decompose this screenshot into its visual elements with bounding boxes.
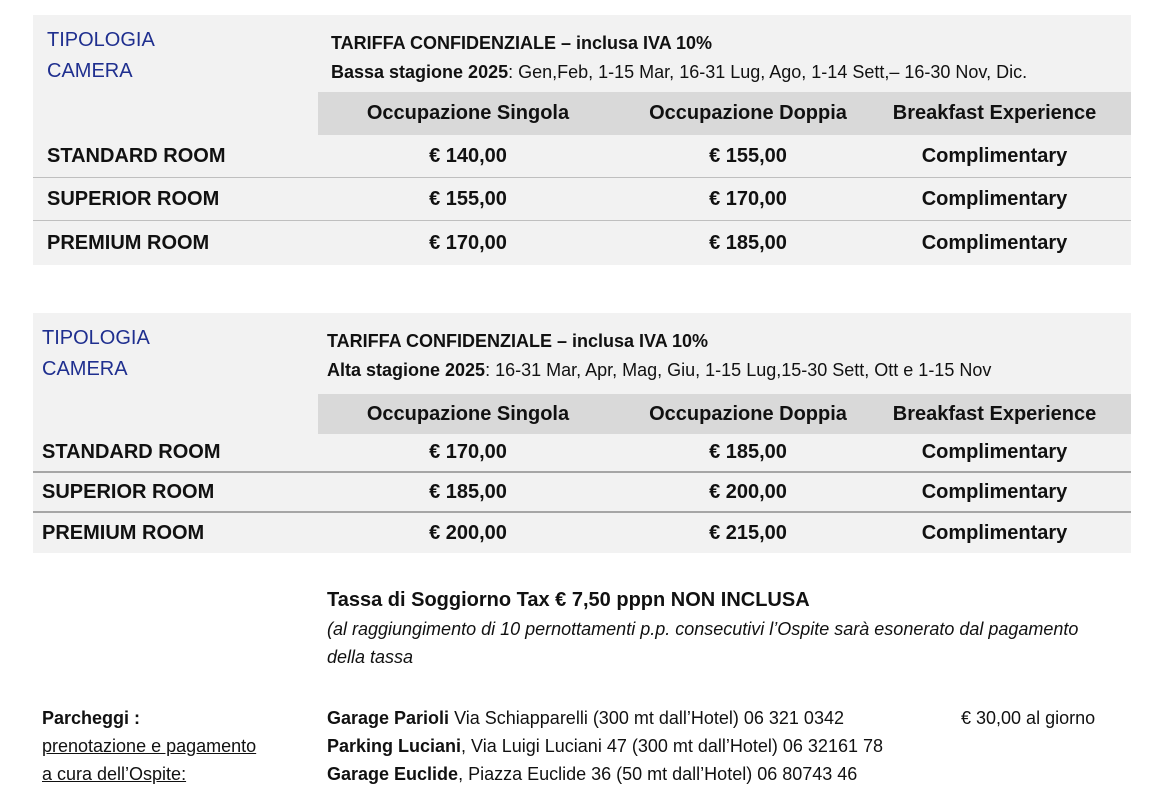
- price-single: € 155,00: [429, 187, 507, 210]
- garage-name: Garage Parioli: [327, 708, 450, 728]
- tourist-tax: [327, 586, 1117, 671]
- tariff-header: [331, 29, 1027, 87]
- col-breakfast: Breakfast Experience: [892, 102, 1097, 124]
- tariff-title: TARIFFA CONFIDENZIALE – inclusa IVA 10%: [327, 331, 709, 351]
- room-type-label: TIPOLOGIA CAMERA: [47, 29, 155, 82]
- price-double: € 215,00: [709, 521, 787, 544]
- season-line: [331, 62, 1027, 82]
- price-double: € 155,00: [709, 144, 787, 167]
- column-header-row: [318, 92, 1131, 135]
- breakfast: Complimentary: [921, 144, 1068, 167]
- price-single: € 170,00: [429, 441, 507, 463]
- price-double: € 185,00: [709, 231, 787, 254]
- column-header-row: [318, 394, 1131, 434]
- garage-name: Garage Euclide: [327, 764, 459, 784]
- high-season-table: [33, 313, 1131, 553]
- season-dates: : 16-31 Mar, Apr, Mag, Giu, 1-15 Lug,15-30 Sett, Ott e 1-15 Nov: [485, 360, 992, 380]
- breakfast: Complimentary: [921, 521, 1068, 544]
- tax-title: Tassa di Soggiorno Tax € 7,50 pppn NON INCLUSA: [327, 589, 810, 611]
- table-row: [33, 221, 1131, 265]
- parking-title: Parcheggi :: [42, 708, 141, 728]
- parking-label: [42, 704, 256, 788]
- garage-details: Via Schiapparelli (300 mt dall’Hotel) 06 321 0342: [449, 708, 844, 728]
- room-name: SUPERIOR ROOM: [42, 480, 215, 503]
- col-double: Occupazione Doppia: [649, 102, 847, 124]
- season-dates: : Gen,Feb, 1-15 Mar, 16-31 Lug, Ago, 1-14 Sett,– 16-30 Nov, Dic.: [508, 62, 1028, 82]
- breakfast: Complimentary: [921, 187, 1068, 210]
- col-single: Occupazione Singola: [366, 402, 570, 425]
- table-row: [33, 135, 1131, 177]
- garage-details: , Via Luigi Luciani 47 (300 mt dall’Hotel) 06 32161 78: [461, 736, 883, 756]
- breakfast: Complimentary: [921, 480, 1068, 503]
- table-row: [33, 178, 1131, 220]
- table-row: [33, 434, 1131, 471]
- room-type-label: TIPOLOGIA CAMERA: [42, 327, 150, 380]
- tax-note: (al raggiungimento di 10 pernottamenti p.p. consecutivi l’Ospite sarà esonerato dal pagamento della tassa: [327, 619, 1079, 667]
- garage-name: Parking Luciani: [327, 736, 462, 756]
- breakfast: Complimentary: [921, 231, 1068, 254]
- parking-note-line-2: a cura dell’Ospite:: [42, 764, 187, 784]
- room-name: PREMIUM ROOM: [42, 521, 205, 544]
- tariff-header: [327, 327, 991, 385]
- room-name: SUPERIOR ROOM: [47, 187, 220, 210]
- col-single: Occupazione Singola: [366, 102, 570, 124]
- tariff-title: TARIFFA CONFIDENZIALE – inclusa IVA 10%: [331, 33, 713, 53]
- list-item: [327, 760, 1127, 788]
- room-name: STANDARD ROOM: [47, 144, 226, 167]
- season-line: [327, 360, 991, 380]
- room-name: PREMIUM ROOM: [47, 231, 210, 254]
- col-double: Occupazione Doppia: [649, 402, 847, 425]
- parking-note-line-1: prenotazione e pagamento: [42, 736, 257, 756]
- list-item: [327, 732, 1127, 760]
- price-single: € 185,00: [429, 480, 507, 503]
- season-name: Alta stagione 2025: [327, 360, 486, 380]
- price-single: € 170,00: [429, 231, 507, 254]
- table-row: [33, 513, 1131, 553]
- season-name: Bassa stagione 2025: [331, 62, 509, 82]
- breakfast: Complimentary: [921, 441, 1068, 463]
- table-row: [33, 473, 1131, 511]
- price-double: € 170,00: [709, 187, 787, 210]
- price-single: € 200,00: [429, 521, 507, 544]
- price-double: € 185,00: [709, 441, 787, 463]
- low-season-table: [33, 15, 1131, 265]
- room-name: STANDARD ROOM: [42, 441, 221, 463]
- col-breakfast: Breakfast Experience: [892, 402, 1097, 425]
- price-double: € 200,00: [709, 480, 787, 503]
- parking-price: € 30,00 al giorno: [961, 708, 1096, 728]
- garage-details: , Piazza Euclide 36 (50 mt dall’Hotel) 06 80743 46: [458, 764, 858, 784]
- price-single: € 140,00: [429, 144, 507, 167]
